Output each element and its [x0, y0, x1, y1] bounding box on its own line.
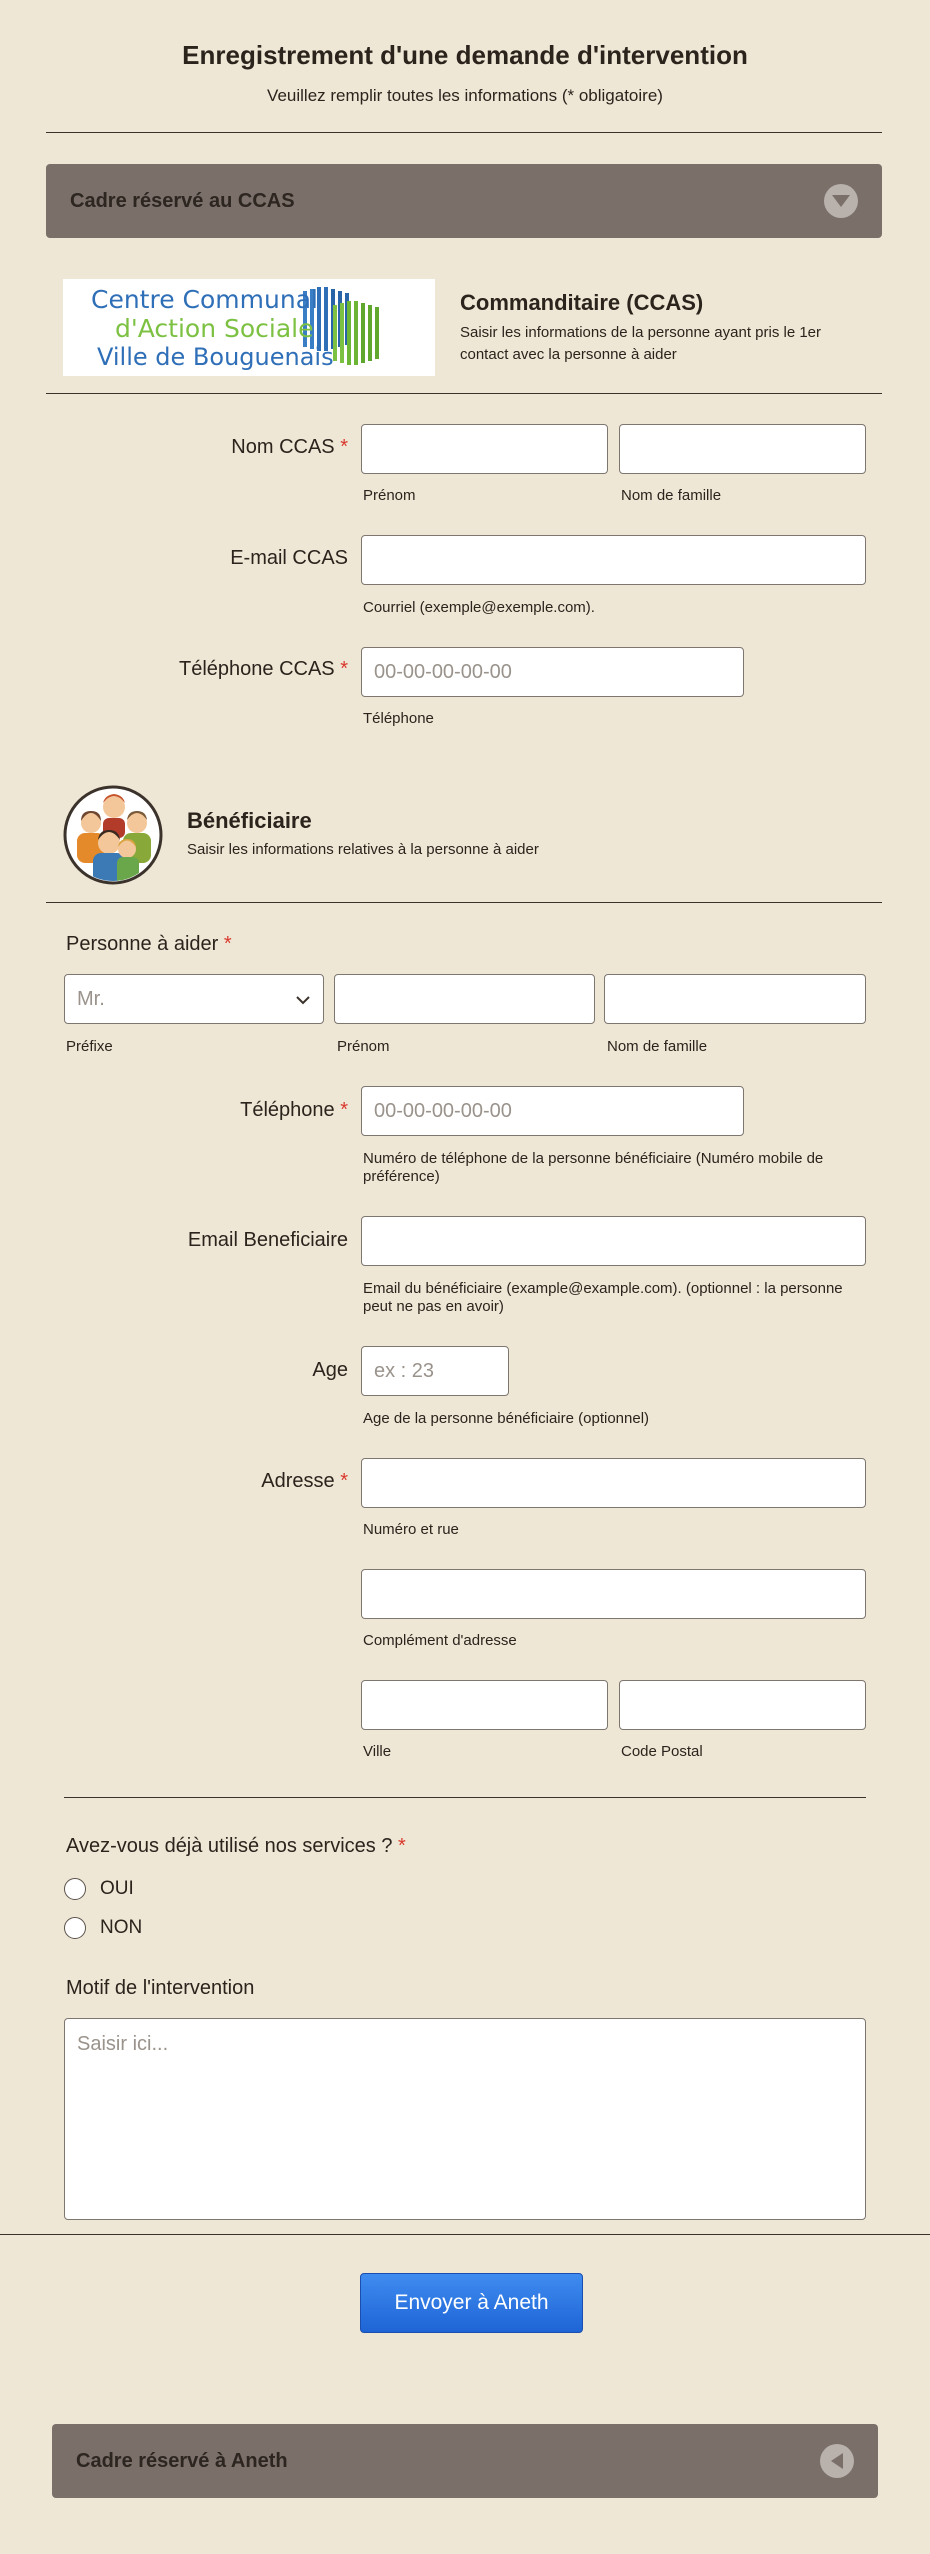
nom-ccas-last-name-input[interactable] [619, 424, 866, 474]
logo-line-2: d'Action Sociale [115, 314, 314, 343]
commanditaire-desc-1: Saisir les informations de la personne ayant pris le 1er [460, 324, 822, 341]
adresse-city-input[interactable] [361, 1680, 608, 1730]
personne-label: Personne à aider * [66, 933, 232, 955]
adresse-complement-input[interactable] [361, 1569, 866, 1619]
telephone-sub-2: préférence) [363, 1168, 440, 1185]
beneficiaire-desc: Saisir les informations relatives à la personne à aider [187, 841, 539, 858]
nom-ccas-first-name-input[interactable] [361, 424, 608, 474]
motif-label: Motif de l'intervention [66, 1977, 255, 1999]
divider [0, 2234, 930, 2235]
motif-placeholder: Saisir ici... [77, 2033, 169, 2055]
email-benef-input[interactable] [361, 1216, 866, 1266]
adresse-complement-sub: Complément d'adresse [363, 1632, 517, 1649]
triangle-left-icon[interactable] [820, 2444, 854, 2478]
page-title: Enregistrement d'une demande d'intervention [182, 40, 748, 70]
age-label: Age [312, 1359, 348, 1381]
nom-ccas-label: Nom CCAS * [231, 436, 348, 458]
adresse-label: Adresse * [261, 1470, 348, 1492]
adresse-zip-sub: Code Postal [621, 1743, 703, 1760]
email-ccas-sub: Courriel (exemple@exemple.com). [363, 599, 595, 616]
adresse-street-input[interactable] [361, 1458, 866, 1508]
divider [46, 902, 882, 903]
telephone-sub-1: Numéro de téléphone de la personne bénéficiaire (Numéro mobile de [363, 1150, 824, 1167]
services-option-oui[interactable] [64, 1878, 134, 1900]
logo-line-1: Centre Communal [91, 285, 318, 314]
adresse-city-sub: Ville [363, 1743, 392, 1760]
telephone-input[interactable] [361, 1086, 744, 1136]
commanditaire-desc-2: contact avec la personne à aider [460, 346, 677, 363]
people-group-icon [63, 785, 163, 885]
radio-non[interactable] [64, 1917, 86, 1939]
services-option-non[interactable] [64, 1917, 142, 1939]
age-placeholder: ex : 23 [374, 1359, 435, 1382]
personne-last-name-input[interactable] [604, 974, 866, 1024]
phone-ccas-input[interactable] [361, 647, 744, 697]
ccas-section-header[interactable] [46, 164, 882, 238]
nom-ccas-first-sub: Prénom [363, 487, 416, 504]
age-sub: Age de la personne bénéficiaire (optionnel) [363, 1410, 650, 1427]
beneficiaire-title: Bénéficiaire [187, 808, 312, 833]
divider [64, 1797, 866, 1798]
divider [46, 393, 882, 394]
services-question: Avez-vous déjà utilisé nos services ? * [66, 1835, 406, 1857]
ccas-logo [63, 279, 435, 376]
motif-textarea[interactable] [64, 2018, 866, 2220]
ccas-section-label: Cadre réservé au CCAS [70, 189, 295, 212]
prefix-select[interactable] [64, 974, 324, 1024]
logo-line-3: Ville de Bouguenais [97, 343, 334, 371]
email-benef-label: Email Beneficiaire [187, 1229, 348, 1251]
aneth-section-label: Cadre réservé à Aneth [76, 2449, 288, 2472]
email-benef-sub-2: peut ne pas en avoir) [363, 1298, 504, 1315]
radio-oui-label: OUI [100, 1878, 134, 1899]
radio-non-label: NON [100, 1917, 143, 1938]
page-subtitle: Veuillez remplir toutes les informations (* obligatoire) [267, 86, 663, 105]
aneth-section-header[interactable] [52, 2424, 878, 2498]
personne-first-name-input[interactable] [334, 974, 595, 1024]
chevron-down-icon [295, 988, 311, 1011]
triangle-down-icon[interactable] [824, 184, 858, 218]
email-ccas-label: E-mail CCAS [230, 547, 348, 569]
personne-first-sub: Prénom [337, 1038, 390, 1055]
radio-oui[interactable] [64, 1878, 86, 1900]
phone-ccas-sub: Téléphone [363, 710, 434, 727]
adresse-zip-input[interactable] [619, 1680, 866, 1730]
phone-ccas-placeholder: 00-00-00-00-00 [374, 660, 512, 683]
adresse-street-sub: Numéro et rue [363, 1521, 459, 1538]
divider [46, 132, 882, 133]
personne-last-sub: Nom de famille [607, 1038, 708, 1055]
age-input[interactable] [361, 1346, 509, 1396]
prefix-sub: Préfixe [66, 1038, 113, 1055]
email-ccas-input[interactable] [361, 535, 866, 585]
nom-ccas-last-sub: Nom de famille [621, 487, 722, 504]
submit-button[interactable]: Envoyer à Aneth [360, 2273, 583, 2333]
commanditaire-title: Commanditaire (CCAS) [460, 290, 704, 315]
prefix-value: Mr. [77, 987, 105, 1010]
telephone-placeholder: 00-00-00-00-00 [374, 1099, 512, 1122]
email-benef-sub-1: Email du bénéficiaire (example@example.com). (optionnel : la personne [363, 1280, 843, 1297]
telephone-label: Téléphone * [240, 1099, 348, 1121]
phone-ccas-label: Téléphone CCAS * [178, 658, 348, 680]
